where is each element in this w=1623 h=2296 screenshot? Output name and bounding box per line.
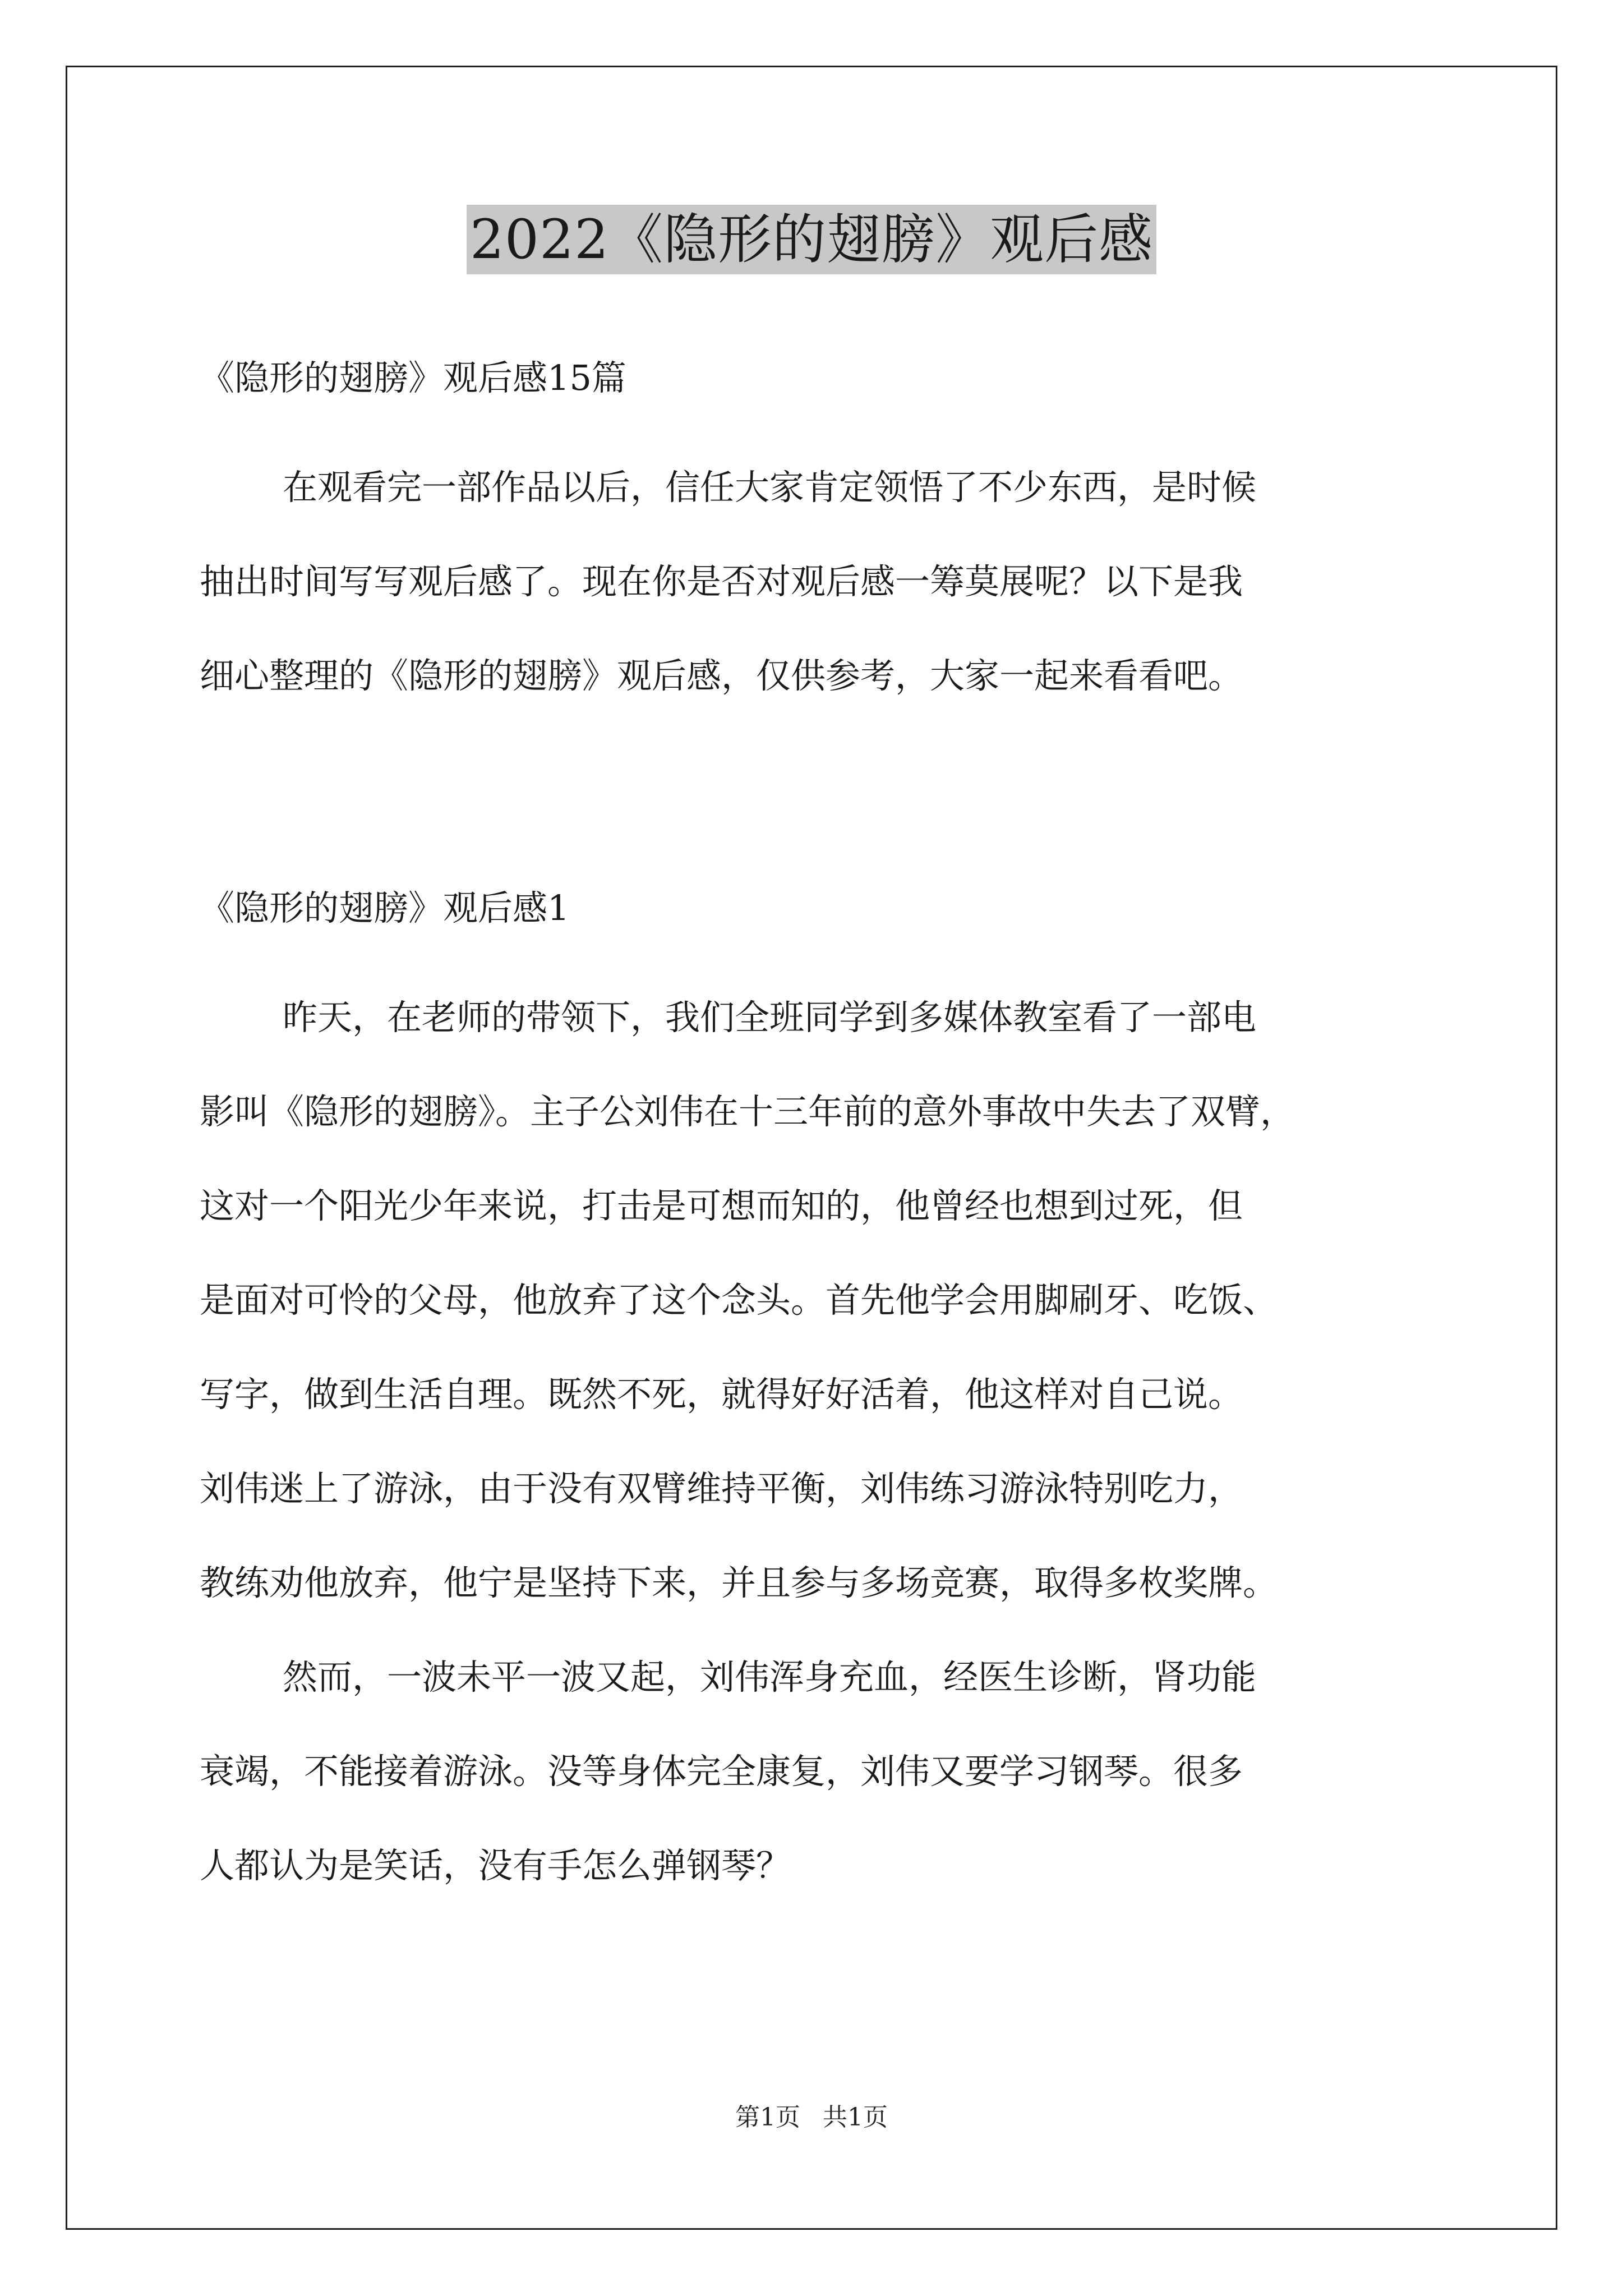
paragraph-line: 抽出时间写写观后感了。现在你是否对观后感一筹莫展呢？以下是我 [200, 561, 1243, 602]
page-number: 第1页 [735, 2103, 800, 2132]
paragraph-line: 写字，做到生活自理。既然不死，就得好好活着，他这样对自己说。 [200, 1374, 1243, 1415]
paragraph-line: 这对一个阳光少年来说，打击是可想而知的，他曾经也想到过死，但 [200, 1185, 1243, 1226]
section-heading-block [200, 861, 1439, 955]
section1-paragraph-1 [200, 970, 1439, 1630]
subtitle-block [200, 331, 1439, 425]
paragraph-line: 刘伟迷上了游泳，由于没有双臂维持平衡，刘伟练习游泳特别吃力， [200, 1468, 1243, 1509]
intro-paragraph [200, 440, 1439, 723]
paragraph-line: 然而，一波未平一波又起，刘伟浑身充血，经医生诊断，肾功能 [283, 1657, 1257, 1697]
page-total: 共1页 [823, 2103, 888, 2132]
paragraph-line: 昨天，在老师的带领下，我们全班同学到多媒体教室看了一部电 [283, 997, 1257, 1038]
page-footer [0, 2101, 1623, 2134]
document-subtitle: 《隐形的翅膀》观后感15篇 [200, 357, 626, 398]
paragraph-line: 影叫《隐形的翅膀》。主子公刘伟在十三年前的意外事故中失去了双臂， [200, 1091, 1295, 1132]
paragraph-line: 是面对可怜的父母，他放弃了这个念头。首先他学会用脚刷牙、吃饭、 [200, 1280, 1278, 1320]
paragraph-line: 衰竭，不能接着游泳。没等身体完全康复，刘伟又要学习钢琴。很多 [200, 1751, 1243, 1792]
paragraph-line: 在观看完一部作品以后，信任大家肯定领悟了不少东西，是时候 [283, 467, 1257, 508]
document-title: 2022《隐形的翅膀》观后感 [467, 205, 1156, 274]
section1-paragraph-2 [200, 1630, 1439, 1913]
section-heading: 《隐形的翅膀》观后感1 [200, 887, 570, 928]
paragraph-line: 细心整理的《隐形的翅膀》观后感，仅供参考，大家一起来看看吧。 [200, 655, 1243, 696]
paragraph-line: 人都认为是笑话，没有手怎么弹钢琴？ [200, 1845, 791, 1886]
paragraph-line: 教练劝他放弃，他宁是坚持下来，并且参与多场竞赛，取得多枚奖牌。 [200, 1562, 1278, 1603]
title-area [0, 205, 1623, 274]
